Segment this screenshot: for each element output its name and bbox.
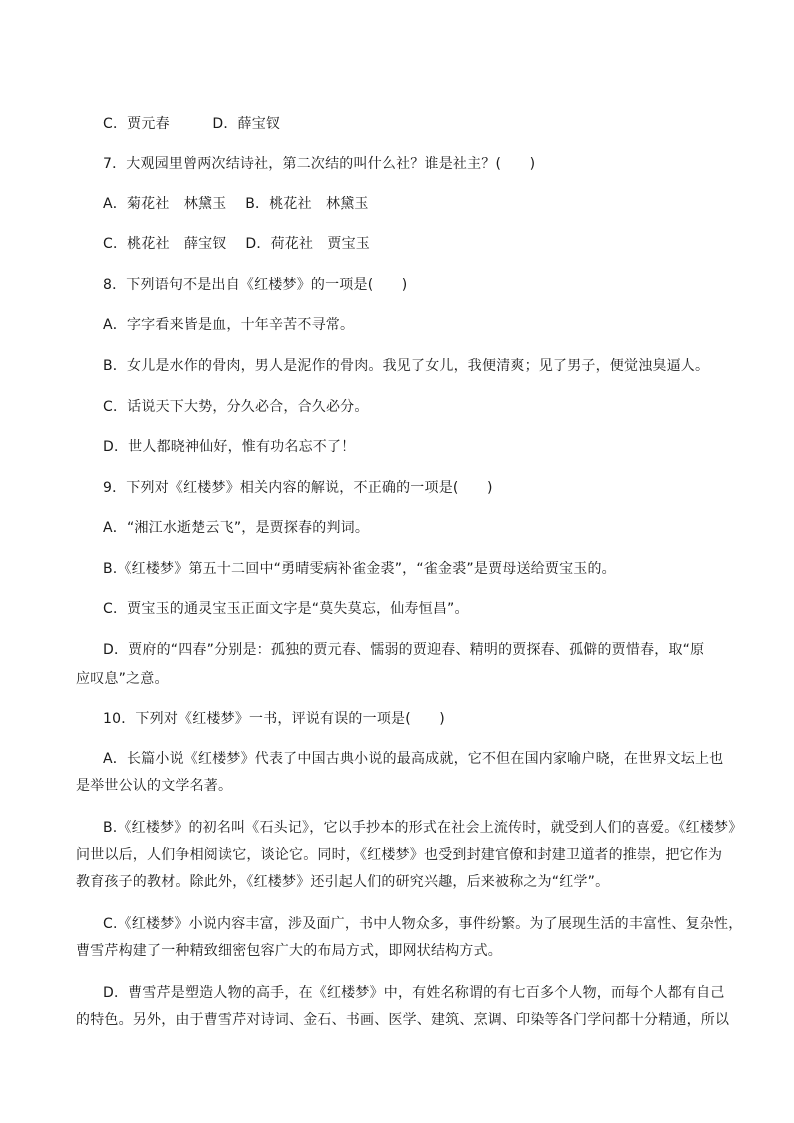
option-a-q8: A．字字看来皆是血，十年辛苦不寻常。 xyxy=(103,317,355,333)
option-b-q10-line2: 问世以后，人们争相阅读它，谈论它。同时，《红楼梦》也受到封建官僚和封建卫道者的推崇，把它作为 xyxy=(76,847,723,863)
option-d-q8: D．世人都晓神仙好，惟有功名忘不了！ xyxy=(103,439,356,455)
option-a-q9: A．“湘江水逝楚云飞”，是贾探春的判词。 xyxy=(103,520,370,536)
option-a-q10-line2: 是举世公认的文学名著。 xyxy=(76,778,233,794)
option-a-q10-line1: A．长篇小说《红楼梦》代表了中国古典小说的最高成就，它不但在国内家喻户晓，在世界文坛上也 xyxy=(103,751,724,767)
option-d-q9-line2: 应叹息”之意。 xyxy=(76,671,169,687)
option-c-d-q6: C．贾元春 D．薛宝钗 xyxy=(103,116,281,132)
option-b-q9: B.《红楼梦》第五十二回中“勇晴雯病补雀金裘”，“雀金裘”是贾母送给贾宝玉的。 xyxy=(103,561,616,577)
question-7: 7．大观园里曾两次结诗社，第二次结的叫什么社？谁是社主？( ) xyxy=(103,156,536,172)
option-c-q9: C．贾宝玉的通灵宝玉正面文字是“莫失莫忘，仙寿恒昌”。 xyxy=(103,601,469,617)
question-10: 10．下列对《红楼梦》一书，评说有误的一项是( ) xyxy=(103,711,445,727)
option-b-q10-line1: B.《红楼梦》的初名叫《石头记》，它以手抄本的形式在社会上流传时，就受到人们的喜爱。《红楼梦》 xyxy=(103,820,743,836)
option-c-q10-line1: C.《红楼梦》小说内容丰富，涉及面广，书中人物众多，事件纷繁。为了展现生活的丰富性、复杂性， xyxy=(103,916,743,932)
option-c-q10-line2: 曹雪芹构建了一种精致细密包容广大的布局方式，即网状结构方式。 xyxy=(76,943,502,959)
option-c-q8: C．话说天下大势，分久必合，合久必分。 xyxy=(103,399,369,415)
option-d-q9-line1: D．贾府的“四春”分别是：孤独的贾元春、懦弱的贾迎春、精明的贾探春、孤僻的贾惜春，取“原 xyxy=(103,642,705,658)
option-b-q8: B．女儿是水作的骨肉，男人是泥作的骨肉。我见了女儿，我便清爽；见了男子，便觉浊臭逼人。 xyxy=(103,358,710,374)
option-d-q10-line2: 的特色。另外，由于曹雪芹对诗词、金石、书画、医学、建筑、烹调、印染等各门学问都十分精通，所以 xyxy=(76,1012,730,1028)
question-8: 8．下列语句不是出自《红楼梦》的一项是( ) xyxy=(103,277,408,293)
option-d-q10-line1: D．曹雪芹是塑造人物的高手，在《红楼梦》中，有姓名称谓的有七百多个人物，而每个人都有自己 xyxy=(103,985,725,1001)
option-a-b-q7: A．菊花社 林黛玉 B．桃花社 林黛玉 xyxy=(103,196,369,212)
question-9: 9．下列对《红楼梦》相关内容的解说，不正确的一项是( ) xyxy=(103,480,493,496)
option-b-q10-line3: 教育孩子的教材。除此外，《红楼梦》还引起人们的研究兴趣，后来被称之为“红学”。 xyxy=(76,874,610,890)
option-c-d-q7: C．桃花社 薛宝钗 D．荷花社 贾宝玉 xyxy=(103,236,371,252)
